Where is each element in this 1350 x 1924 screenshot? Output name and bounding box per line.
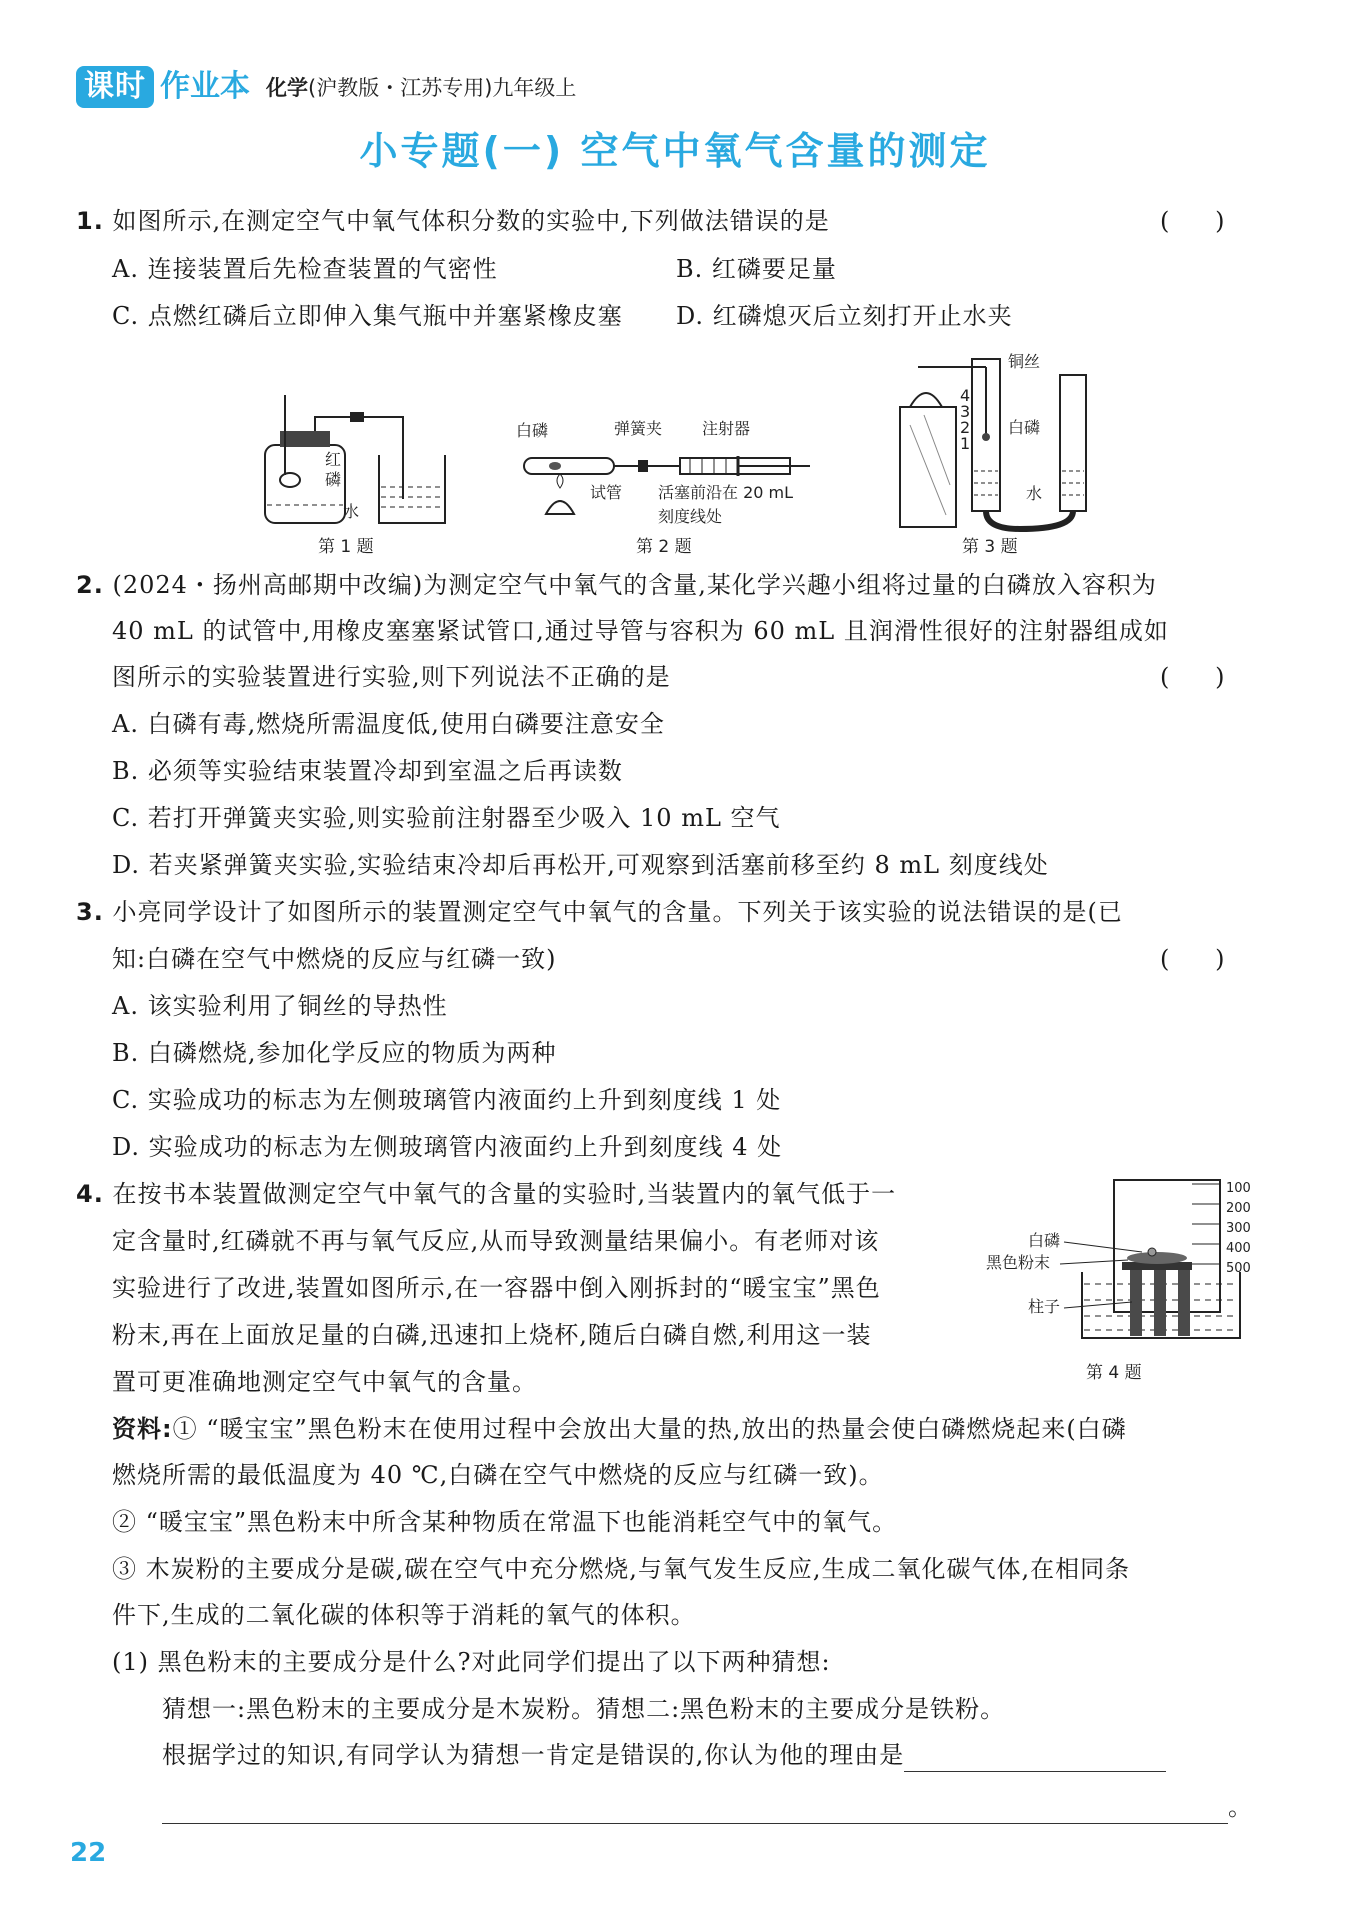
q3-option-d: D. 实验成功的标志为左侧玻璃管内液面约上升到刻度线 4 处	[112, 1133, 783, 1161]
q4-stem-line-2: 定含量时,红磷就不再与氧气反应,从而导致测量结果偏小。有老师对该	[112, 1227, 880, 1255]
q2-stem-line-1	[76, 568, 1157, 602]
rubber-stopper	[280, 431, 330, 447]
q4-stem-line-3: 实验进行了改进,装置如图所示,在一容器中倒入刚拆封的“暖宝宝”黑色	[112, 1274, 881, 1302]
figure-3-diagram	[890, 345, 1110, 533]
q3-number: 3.	[76, 898, 104, 926]
q3-stem-line-2: 知:白磷在空气中燃烧的反应与红磷一致)	[112, 945, 557, 973]
q3-option-a: A. 该实验利用了铜丝的导热性	[112, 992, 448, 1020]
figure-1-caption: 第 1 题	[318, 537, 374, 557]
q3-option-c: C. 实验成功的标志为左侧玻璃管内液面约上升到刻度线 1 处	[112, 1086, 782, 1114]
q1-option-a: A. 连接装置后先检查装置的气密性	[112, 255, 498, 283]
fig4-scale-100: 100	[1226, 1181, 1251, 1196]
q1-text: 如图所示,在测定空气中氧气体积分数的实验中,下列做法错误的是	[112, 207, 830, 235]
white-phosphorus	[982, 433, 990, 441]
q4-ref-3-line-2: 件下,生成的二氧化碳的体积等于消耗的氧气的体积。	[112, 1601, 696, 1629]
q4-answer-line-2	[162, 1790, 1253, 1824]
ref-label: 资料:	[112, 1415, 173, 1443]
figure-1-diagram	[255, 395, 455, 535]
q4-stem-line-1	[76, 1177, 896, 1211]
combustion-spoon	[280, 473, 300, 487]
q1-option-c: C. 点燃红磷后立即伸入集气瓶中并塞紧橡皮塞	[112, 302, 623, 330]
figure-2-diagram	[510, 418, 820, 534]
q4-number: 4.	[76, 1180, 104, 1208]
alcohol-lamp	[546, 501, 574, 514]
fig2-label-piston-2: 刻度线处	[658, 507, 723, 526]
fig3-scale-4: 4	[960, 386, 971, 405]
fig4-leader-powder	[1060, 1260, 1128, 1264]
answer-blank-2[interactable]	[162, 1795, 1228, 1824]
q4-ref-1-line-1	[112, 1412, 1127, 1446]
q1-number: 1.	[76, 207, 104, 235]
fig1-label-red: 红	[325, 450, 342, 469]
figure-4-caption: 第 4 题	[1086, 1363, 1142, 1383]
q2-option-b: B. 必须等实验结束装置冷却到室温之后再读数	[112, 757, 623, 785]
q2-option-a: A. 白磷有毒,燃烧所需温度低,使用白磷要注意安全	[112, 710, 665, 738]
q4-ref-3-line-1: ③ 木炭粉的主要成分是碳,碳在空气中充分燃烧,与氧气发生反应,生成二氧化碳气体,在相同条	[112, 1555, 1131, 1583]
right-glass-tube	[1060, 375, 1086, 511]
q1-option-d: D. 红磷熄灭后立刻打开止水夹	[676, 302, 1013, 330]
header	[76, 66, 576, 108]
figure-2-caption: 第 2 题	[636, 537, 692, 557]
q4-stem-line-5: 置可更准确地测定空气中氧气的含量。	[112, 1368, 537, 1396]
fig1-label-water: 水	[343, 502, 360, 521]
q2-stem-line-3: 图所示的实验装置进行实验,则下列说法不正确的是	[112, 663, 671, 691]
q3-stem-line-1	[76, 895, 1123, 929]
flame	[557, 474, 563, 488]
q2-text-1: (2024・扬州高邮期中改编)为测定空气中氧气的含量,某化学兴趣小组将过量的白磷放入容积为	[112, 571, 1157, 599]
q2-number: 2.	[76, 571, 104, 599]
q4-stem-line-4: 粉末,再在上面放足量的白磷,迅速扣上烧杯,随后白磷自燃,利用这一装	[112, 1321, 872, 1349]
brand-badge: 课时	[76, 66, 154, 108]
fig3-scale-3: 3	[960, 402, 971, 421]
figure-4-diagram	[982, 1172, 1251, 1348]
fig3-label-white-p: 白磷	[1008, 418, 1041, 437]
pillar-left	[1130, 1270, 1142, 1336]
rubber-tube	[986, 511, 1073, 529]
fig4-scale-200: 200	[1226, 1201, 1251, 1216]
figure-3-caption: 第 3 题	[962, 537, 1018, 557]
fig3-scale-2: 2	[960, 418, 971, 437]
page-number: 22	[70, 1838, 107, 1868]
q4-ref-2: ② “暖宝宝”黑色粉末中所含某种物质在常温下也能消耗空气中的氧气。	[112, 1508, 898, 1536]
wood-grain-1	[910, 425, 946, 515]
q1-answer-paren: ( )	[1160, 207, 1225, 235]
end-mark: 。	[1228, 1793, 1253, 1821]
inverted-beaker	[1114, 1180, 1220, 1312]
spring-clamp	[638, 460, 648, 472]
test-tube	[524, 458, 614, 474]
fig4-scale-400: 400	[1226, 1241, 1251, 1256]
q2-stem-line-2: 40 mL 的试管中,用橡皮塞塞紧试管口,通过导管与容积为 60 mL 且润滑性很好的注射器组成如	[112, 617, 1169, 645]
page-title: 小专题(一) 空气中氧气含量的测定	[359, 129, 991, 173]
stop-clamp	[350, 412, 364, 422]
fig2-label-white-p: 白磷	[516, 421, 549, 440]
q1-option-b: B. 红磷要足量	[676, 255, 837, 283]
fig3-label-copper: 铜丝	[1008, 352, 1041, 371]
fig4-leader-phosphorus	[1064, 1242, 1142, 1252]
q3-answer-paren: ( )	[1160, 945, 1225, 973]
fig2-label-syringe: 注射器	[702, 419, 751, 438]
fig4-leader-pillar	[1064, 1302, 1132, 1308]
q4-reason-prompt	[162, 1738, 1166, 1772]
fig2-label-piston-1: 活塞前沿在 20 mL	[658, 483, 794, 502]
wood-grain-2	[924, 415, 950, 485]
q1-stem	[76, 204, 830, 238]
q4-text-1: 在按书本装置做测定空气中氧气的含量的实验时,当装置内的氧气低于一	[112, 1180, 897, 1208]
answer-blank-1[interactable]	[904, 1743, 1166, 1772]
fig4-label-pillar: 柱子	[1028, 1297, 1061, 1316]
subject-rest: (沪教版・江苏专用)九年级上	[308, 76, 577, 100]
q4-sub-question-1: (1) 黑色粉末的主要成分是什么?对此同学们提出了以下两种猜想:	[112, 1648, 831, 1676]
fig2-label-clamp: 弹簧夹	[614, 419, 663, 438]
beaker	[379, 455, 445, 523]
black-powder	[1127, 1252, 1187, 1264]
subject-line	[266, 72, 576, 102]
q2-option-d: D. 若夹紧弹簧夹实验,实验结束冷却后再松开,可观察到活塞前移至约 8 mL 刻度线处	[112, 851, 1049, 879]
fig3-label-water: 水	[1026, 484, 1043, 503]
fig4-label-powder: 黑色粉末	[986, 1253, 1051, 1272]
q4-guesses: 猜想一:黑色粉末的主要成分是木炭粉。猜想二:黑色粉末的主要成分是铁粉。	[162, 1695, 1006, 1723]
fig4-label-white-p: 白磷	[1028, 1231, 1061, 1250]
pillar-middle	[1154, 1270, 1166, 1336]
brand-name: 作业本	[160, 69, 250, 104]
q3-text-1: 小亮同学设计了如图所示的装置测定空气中氧气的含量。下列关于该实验的说法错误的是(已	[112, 898, 1123, 926]
fig2-label-tube: 试管	[590, 483, 623, 502]
q2-answer-paren: ( )	[1160, 663, 1225, 691]
fig4-scale-300: 300	[1226, 1221, 1251, 1236]
fig4-scale-500: 500	[1226, 1261, 1251, 1276]
q3-option-b: B. 白磷燃烧,参加化学反应的物质为两种	[112, 1039, 557, 1067]
subject-bold: 化学	[266, 76, 308, 100]
fig3-scale-1: 1	[960, 434, 971, 453]
q2-option-c: C. 若打开弹簧夹实验,则实验前注射器至少吸入 10 mL 空气	[112, 804, 781, 832]
q4-ref-1-line-2: 燃烧所需的最低温度为 40 ℃,白磷在空气中燃烧的反应与红磷一致)。	[112, 1461, 884, 1489]
q4-reason-text: 根据学过的知识,有同学认为猜想一肯定是错误的,你认为他的理由是	[162, 1741, 905, 1769]
alcohol-lamp	[910, 393, 942, 407]
pillar-right	[1178, 1270, 1190, 1336]
ref-1-text: ① “暖宝宝”黑色粉末在使用过程中会放出大量的热,放出的热量会使白磷燃烧起来(白磷	[172, 1415, 1127, 1443]
white-phosphorus	[549, 462, 561, 470]
white-phosphorus	[1148, 1248, 1156, 1256]
fig1-label-phosphorus: 磷	[325, 470, 342, 489]
